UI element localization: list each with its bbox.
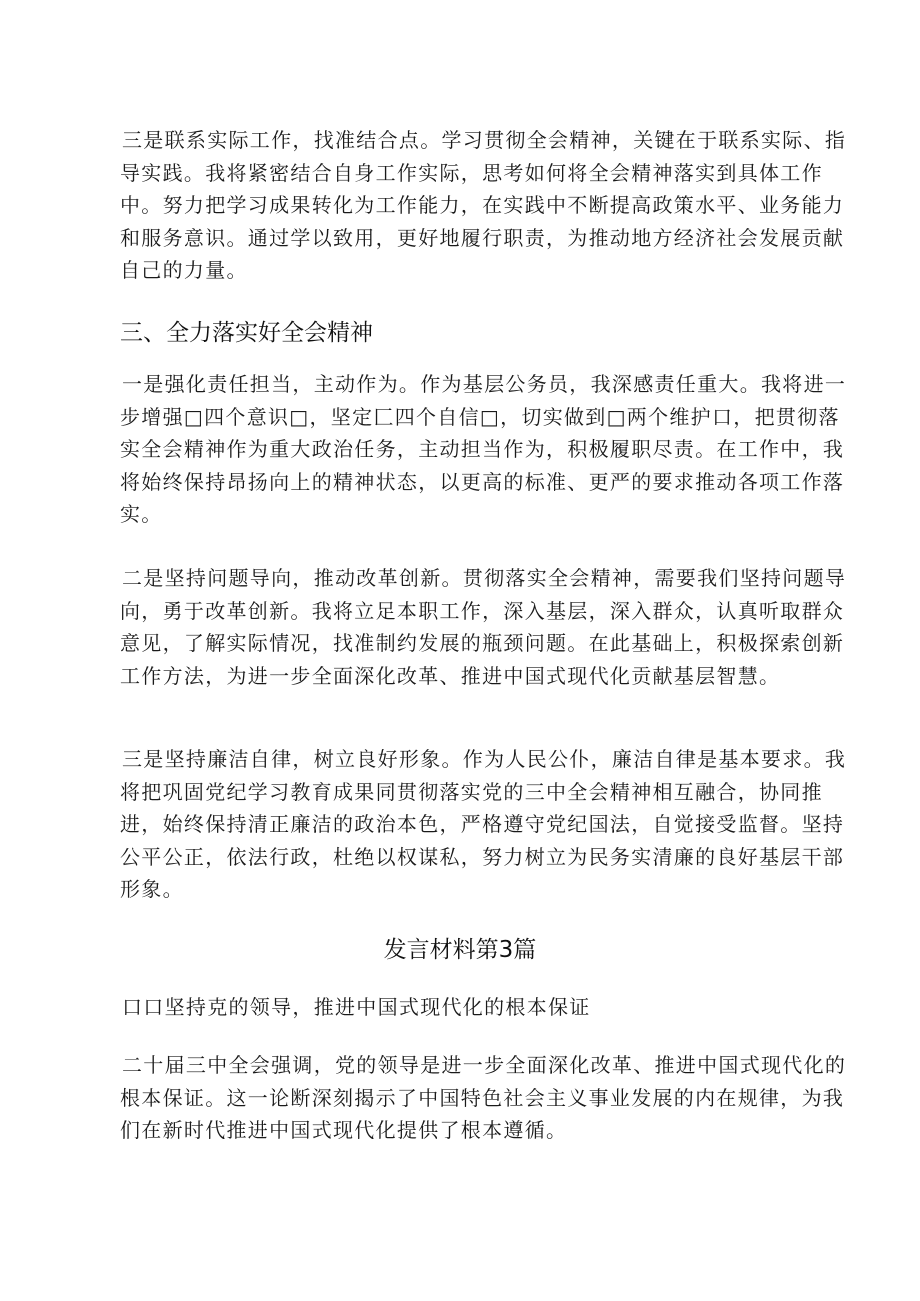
paragraph-subtitle: 口口坚持克的领导，推进中国式现代化的根本保证	[122, 995, 591, 1019]
paragraph-integrity: 三是坚持廉洁自律，树立良好形象。作为人民公仆，廉洁自律是基本要求。我将把巩固党纪学习教育成果同贯彻落实党的三中全会精神相互融合，协同推进，始终保持清正廉洁的政治本色，严格遵守党纪国法，自觉接受监督。坚持公平公正，依法行政，杜绝以权谋私，努力树立为民务实清廉的良好基层干部形象。	[120, 747, 847, 901]
article-heading: 发言材料第3篇	[383, 937, 537, 963]
section-heading-implement: 三、全力落实好全会精神	[120, 320, 373, 346]
paragraph-responsibility: 一是强化责任担当，主动作为。作为基层公务员，我深感责任重大。我将进一步增强□四个意识□，坚定匚四个自信□，切实做到□两个维护口，把贯彻落实全会精神作为重大政治任务，主动担当作为，积极履职尽责。在工作中，我将始终保持昂扬向上的精神状态，以更高的标准、更严的要求推动各项工作落实。	[120, 372, 847, 526]
paragraph-problem-oriented: 二是坚持问题导向，推动改革创新。贯彻落实全会精神，需要我们坚持问题导向，勇于改革创新。我将立足本职工作，深入基层，深入群众，认真听取群众意见，了解实际情况，找准制约发展的瓶颈问题。在此基础上，积极探索创新工作方法，为进一步全面深化改革、推进中国式现代化贡献基层智慧。	[120, 566, 847, 688]
paragraph-practice: 三是联系实际工作，找准结合点。学习贯彻全会精神，关键在于联系实际、指导实践。我将紧密结合自身工作实际，思考如何将全会精神落实到具体工作中。努力把学习成果转化为工作能力，在实践中不断提高政策水平、业务能力和服务意识。通过学以致用，更好地履行职责，为推动地方经济社会发展贡献自己的力量。	[120, 128, 847, 282]
paragraph-party-leadership: 二十届三中全会强调，党的领导是进一步全面深化改革、推进中国式现代化的根本保证。这一论断深刻揭示了中国特色社会主义事业发展的内在规律，为我们在新时代推进中国式现代化提供了根本遵循。	[120, 1053, 847, 1142]
